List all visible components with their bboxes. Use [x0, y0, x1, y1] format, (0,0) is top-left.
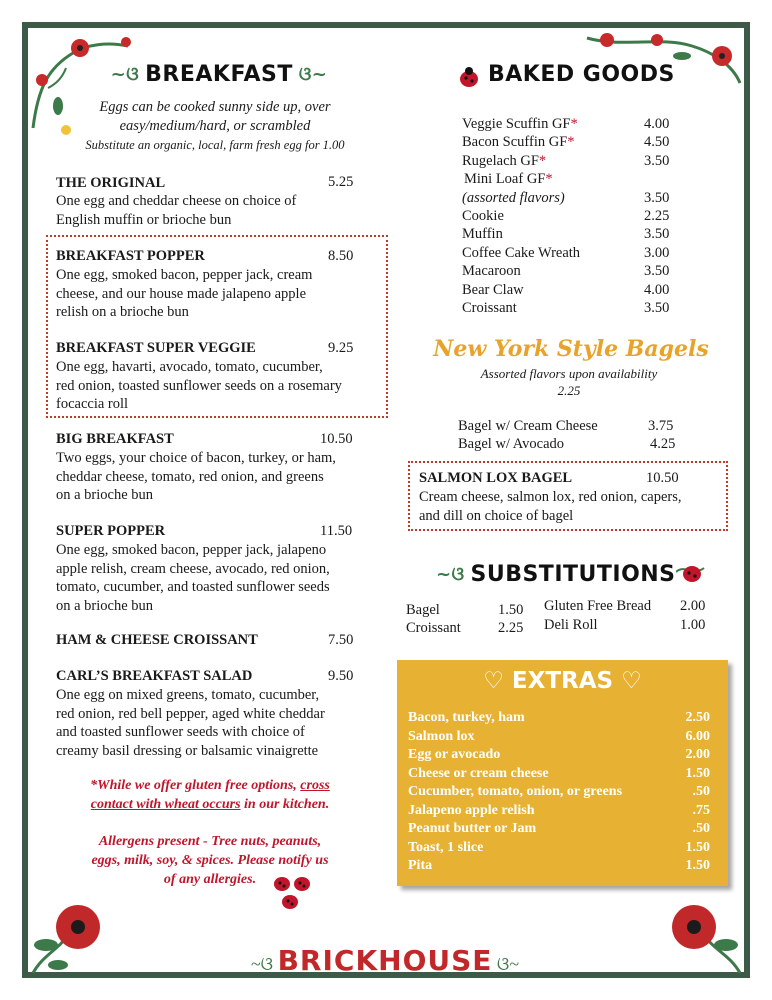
- extras-item-name: Egg or avocado: [408, 747, 501, 762]
- baked-item-price: 3.50: [644, 300, 670, 317]
- gluten-note: [40, 776, 380, 814]
- item-name: THE ORIGINAL: [56, 175, 166, 191]
- sub-item-price: 2.00: [680, 598, 706, 614]
- gf-text-underlined: contact with wheat occurs: [90, 797, 241, 812]
- ladybug-icon: [458, 66, 480, 88]
- baked-item-name: Macaroon: [462, 263, 521, 280]
- corner-flower-bottom-left-icon: [28, 895, 113, 975]
- sub-item-name: Deli Roll: [544, 617, 598, 633]
- item-desc: on a brioche bun: [56, 487, 154, 503]
- extras-item-name: Salmon lox: [408, 728, 475, 744]
- ladybugs-icon: [270, 872, 318, 912]
- extras-item: [408, 766, 710, 782]
- baked-item-price: 3.50: [644, 152, 670, 169]
- item-price: 9.25: [328, 340, 354, 356]
- salmon-item-name: SALMON LOX BAGEL: [419, 470, 573, 486]
- baked-item-name: Mini Loaf GF: [464, 171, 546, 188]
- baked-item: [462, 225, 682, 243]
- extras-item-name: Bacon, turkey, ham: [408, 710, 525, 725]
- gf-mark: *: [545, 171, 553, 188]
- extras-item-price: 2.00: [685, 747, 710, 762]
- baked-item-name: (assorted flavors): [462, 189, 565, 206]
- item-name: SUPER POPPER: [56, 523, 166, 539]
- salmon-desc: and dill on choice of bagel: [419, 507, 574, 524]
- extras-item: [408, 858, 710, 874]
- baked-item: [462, 244, 682, 262]
- baked-item-price: 3.50: [644, 226, 670, 243]
- extras-item-name: Peanut butter or Jam: [408, 821, 537, 836]
- item-desc: One egg and cheddar cheese on choice of: [56, 193, 297, 209]
- baked-item-name: Cookie: [462, 208, 504, 225]
- breakfast-heading-text: BREAKFAST: [145, 62, 293, 87]
- bagel-item-name: Bagel w/ Avocado: [458, 436, 565, 452]
- baked-item-price: 2.25: [644, 208, 670, 225]
- item-desc: One egg, smoked bacon, pepper jack, cream: [56, 267, 313, 283]
- sub-item-name: Gluten Free Bread: [544, 598, 652, 614]
- allergen-line: eggs, milk, soy, & spices. Please notify us: [91, 853, 329, 868]
- heart-icon: ♡: [613, 668, 642, 694]
- bagels-price: 2.25: [557, 383, 581, 398]
- item-price: 10.50: [320, 431, 353, 447]
- extras-item: [408, 803, 710, 819]
- item-desc: One egg on mixed greens, tomato, cucumber,: [56, 687, 320, 703]
- extras-panel: [397, 660, 728, 886]
- extras-heading: [397, 668, 728, 694]
- item-price: 9.50: [328, 668, 354, 684]
- baked-item: [462, 133, 682, 151]
- item-desc: Two eggs, your choice of bacon, turkey, or ham,: [56, 450, 336, 466]
- sub-item-name: Croissant: [406, 620, 461, 636]
- baked-item-name: Croissant: [462, 300, 517, 317]
- extras-item-name: Toast, 1 slice: [408, 839, 484, 855]
- item-price: 11.50: [320, 523, 353, 539]
- swirl-right-icon: ଓ~: [298, 64, 328, 85]
- sub-item-price: 1.00: [680, 617, 706, 633]
- item-price: 8.50: [328, 248, 354, 264]
- ladybug-icon: [676, 558, 706, 584]
- extras-item-price: 1.50: [685, 858, 710, 873]
- item-desc: creamy basil dressing or balsamic vinaigrette: [56, 742, 319, 759]
- gf-mark: *: [538, 152, 547, 169]
- bagel-item-price: 4.25: [650, 436, 676, 452]
- baked-item-name: Muffin: [462, 226, 503, 243]
- intro-line: Eggs can be cooked sunny side up, over: [99, 99, 331, 115]
- item-desc: red onion, toasted sunflower seeds on a rosemary: [56, 377, 342, 394]
- baked-item-price: 4.00: [644, 116, 670, 132]
- item-desc: tomato, cucumber, and toasted sunflower seeds: [56, 579, 330, 595]
- swirl-right-icon: ଓ~: [492, 954, 520, 974]
- baked-item: [462, 189, 682, 207]
- bagels-heading: New York Style Bagels: [433, 336, 709, 362]
- baked-item-price: 4.50: [644, 134, 670, 151]
- gf-text: *While we offer gluten free options,: [90, 778, 301, 793]
- baked-item: [462, 281, 682, 299]
- item-desc: red onion, red bell pepper, aged white cheddar: [56, 705, 325, 722]
- allergen-line: Allergens present - Tree nuts, peanuts,: [98, 834, 322, 849]
- gf-text: in our kitchen.: [240, 797, 330, 812]
- extras-item-price: 2.50: [685, 710, 710, 725]
- baked-item: [462, 152, 682, 170]
- extras-item: [408, 729, 710, 745]
- intro-line: easy/medium/hard, or scrambled: [119, 118, 311, 134]
- extras-item: [408, 840, 710, 856]
- baked-goods-list: [462, 115, 682, 317]
- bagel-item-price: 3.75: [648, 418, 674, 434]
- extras-item-name: Pita: [408, 858, 433, 873]
- allergen-line: of any allergies.: [163, 872, 257, 887]
- baked-item: [462, 170, 682, 188]
- heart-icon: ♡: [483, 668, 512, 694]
- swirl-left-icon: ~ଓ: [110, 64, 140, 85]
- sub-item-name: Bagel: [406, 602, 440, 618]
- item-desc: cheese, and our house made jalapeno apple: [56, 285, 307, 302]
- corner-flower-bottom-right-icon: [662, 895, 744, 975]
- baked-item-price: 3.50: [644, 263, 670, 280]
- item-name: CARL’S BREAKFAST SALAD: [56, 668, 253, 684]
- baked-item-name: Rugelach GF: [462, 152, 539, 169]
- baked-item: [462, 299, 682, 317]
- baked-goods-heading: BAKED GOODS: [488, 62, 675, 87]
- item-desc: One egg, havarti, avocado, tomato, cucumber,: [56, 359, 323, 375]
- extras-item-price: 1.50: [685, 765, 710, 781]
- extras-heading-text: EXTRAS: [511, 668, 614, 694]
- baked-item: [462, 115, 682, 133]
- extras-item: [408, 747, 710, 763]
- breakfast-item: [56, 174, 165, 192]
- swirl-left-icon: ~ଓ: [250, 954, 278, 974]
- extras-item-price: .50: [692, 784, 710, 799]
- extras-item-name: Cheese or cream cheese: [408, 765, 549, 781]
- item-price: 5.25: [328, 174, 354, 190]
- item-name: HAM & CHEESE CROISSANT: [56, 632, 258, 648]
- baked-item-name: Coffee Cake Wreath: [462, 244, 581, 261]
- item-desc: on a brioche bun: [56, 597, 154, 614]
- extras-item-price: .50: [692, 821, 710, 836]
- extras-item-name: Jalapeno apple relish: [408, 802, 535, 818]
- baked-item-price: 3.00: [644, 244, 670, 261]
- extras-item: [408, 784, 710, 800]
- sub-item-price: 1.50: [498, 602, 524, 618]
- salmon-item-price: 10.50: [646, 470, 679, 486]
- baked-item-name: Bear Claw: [462, 281, 524, 298]
- baked-item: [462, 207, 682, 225]
- extras-item-price: 1.50: [685, 839, 710, 855]
- baked-item-price: 4.00: [644, 281, 670, 298]
- baked-item-name: Veggie Scuffin GF: [462, 116, 571, 132]
- item-desc: English muffin or brioche bun: [56, 211, 232, 228]
- item-desc: cheddar cheese, tomato, red onion, and greens: [56, 468, 324, 485]
- item-name: BREAKFAST SUPER VEGGIE: [56, 340, 256, 356]
- item-name: BIG BREAKFAST: [56, 431, 174, 447]
- bagels-sub1: Assorted flavors upon availability: [480, 366, 658, 381]
- swirl-left-icon: ~ଓ: [436, 564, 465, 585]
- baked-item-price: 3.50: [644, 189, 670, 206]
- item-desc: relish on a brioche bun: [56, 304, 189, 320]
- brand-footer: [220, 944, 550, 977]
- item-desc: apple relish, cream cheese, avocado, red onion,: [56, 560, 330, 577]
- salmon-desc: Cream cheese, salmon lox, red onion, capers,: [419, 489, 682, 505]
- baked-item-name: Bacon Scuffin GF: [462, 134, 568, 151]
- bagels-subtitle: [406, 365, 732, 399]
- substitutions-heading-text: SUBSTITUTIONS: [470, 562, 676, 587]
- item-desc: and toasted sunflower seeds with choice of: [56, 724, 305, 740]
- item-price: 7.50: [328, 632, 354, 648]
- breakfast-heading: [104, 62, 334, 87]
- item-desc: One egg, smoked bacon, pepper jack, jalapeno: [56, 542, 327, 558]
- substitutions-heading: [430, 562, 676, 587]
- extras-item-price: .75: [692, 802, 710, 818]
- extras-item: [408, 710, 710, 726]
- baked-item: [462, 262, 682, 280]
- gf-mark: *: [567, 134, 575, 151]
- bagel-item-name: Bagel w/ Cream Cheese: [458, 418, 598, 434]
- sub-item-price: 2.25: [498, 620, 524, 636]
- brand-logo: BRICKHOUSE: [277, 944, 493, 977]
- gf-text-underlined: cross: [300, 778, 330, 793]
- extras-item-name: Cucumber, tomato, onion, or greens: [408, 784, 623, 799]
- allergen-note: [40, 832, 380, 889]
- item-name: BREAKFAST POPPER: [56, 248, 205, 264]
- intro-substitute-note: Substitute an organic, local, farm fresh egg for 1.00: [85, 138, 345, 152]
- item-desc: focaccia roll: [56, 396, 129, 412]
- extras-item-price: 6.00: [685, 728, 710, 744]
- gf-mark: *: [570, 116, 578, 132]
- extras-item: [408, 821, 710, 837]
- breakfast-intro: [40, 98, 390, 155]
